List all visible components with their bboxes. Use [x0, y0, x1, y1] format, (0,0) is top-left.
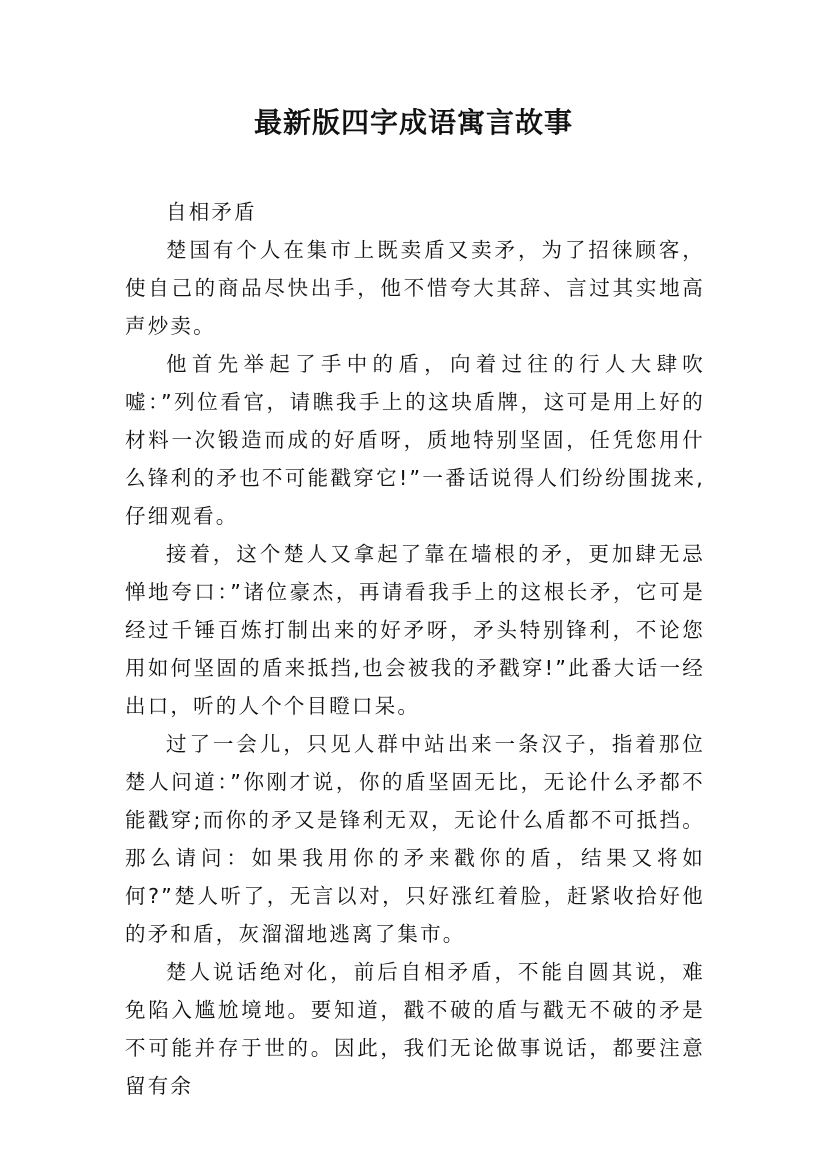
- paragraph: 接着，这个楚人又拿起了靠在墙根的矛，更加肆无忌惮地夸口：”诸位豪杰，再请看我手上的这根长矛，它可是经过千锤百炼打制出来的好矛呀，矛头特别锋利，不论您用如何坚固的盾来抵挡,也会被我的矛戳穿!”此番大话一经出口，听的人个个目瞪口呆。: [125, 542, 705, 718]
- story-heading: 自相矛盾: [166, 200, 257, 224]
- paragraph: 楚国有个人在集市上既卖盾又卖矛，为了招徕顾客，使自己的商品尽快出手，他不惜夸大其辞、言过其实地高声炒卖。: [125, 238, 705, 338]
- paragraph: 楚人说话绝对化，前后自相矛盾，不能自圆其说，难免陷入尴尬境地。要知道，戳不破的盾与戳无不破的矛是不可能并存于世的。因此，我们无论做事说话，都要注意留有余: [125, 960, 705, 1098]
- paragraph: 过了一会儿，只见人群中站出来一条汉子，指着那位楚人问道：”你刚才说，你的盾坚固无比，无论什么矛都不能戳穿;而你的矛又是锋利无双，无论什么盾都不可抵挡。那么请问：如果我用你的矛来戳你的盾，结果又将如何?”楚人听了，无言以对，只好涨红着脸，赶紧收拾好他的矛和盾，灰溜溜地逃离了集市。: [125, 732, 705, 946]
- paragraph: 他首先举起了手中的盾，向着过往的行人大肆吹嘘：”列位看官，请瞧我手上的这块盾牌，这可是用上好的材料一次锻造而成的好盾呀，质地特别坚固，任凭您用什么锋利的矛也不可能戳穿它!”一番话说得人们纷纷围拢来,仔细观看。: [125, 352, 705, 528]
- document-body: [125, 193, 705, 1105]
- document-title: 最新版四字成语寓言故事: [253, 106, 573, 139]
